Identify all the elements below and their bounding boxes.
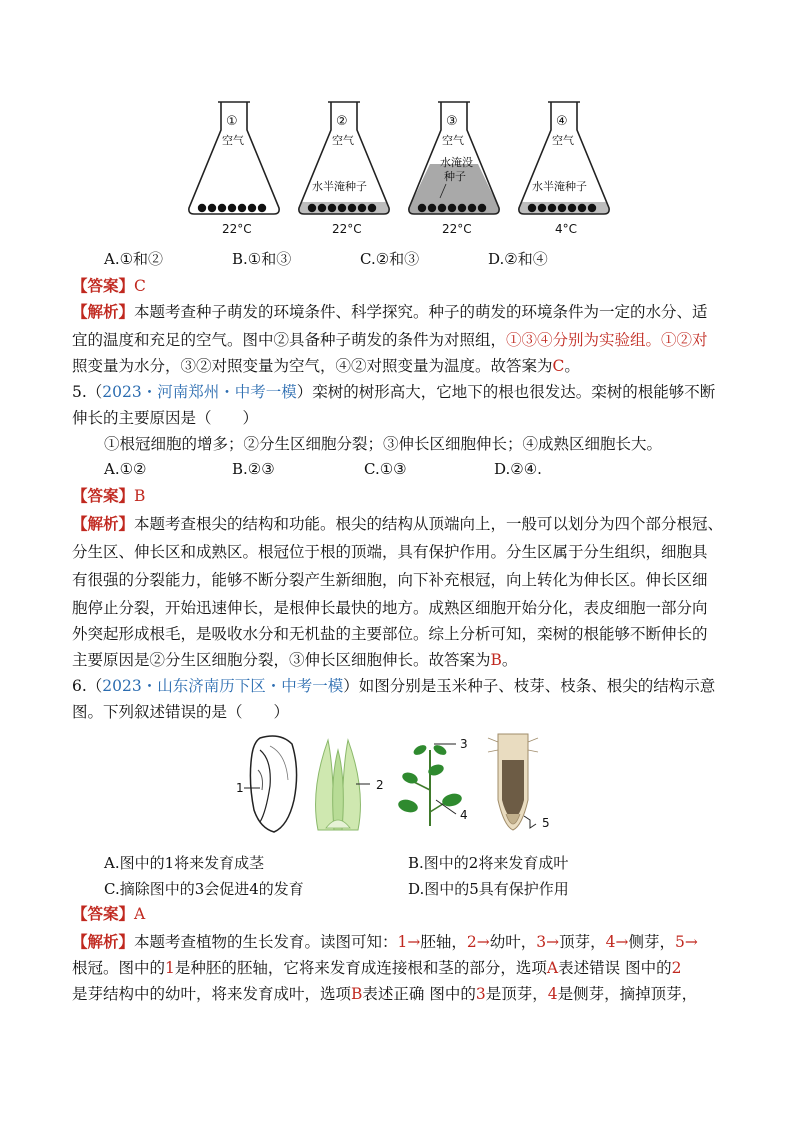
plant-structure-figure [230,730,570,840]
answer-value: B [134,487,146,505]
q6-analysis-line-2: 根冠。图中的1是种胚的胚轴，它将来发育成连接根和茎的部分，选项A表述错误 图中的2 [72,959,682,977]
q4-option-b: B.①和③ [232,250,292,268]
q5-analysis-line-1: 【解析】本题考查根尖的结构和功能。根尖的结构从顶端向上，一般可以划分为四个部分根冠、 [72,514,724,533]
q5-analysis-line-2: 分生区、伸长区和成熟区。根冠位于根的顶端，具有保护作用。分生区属于分生组织，细胞具 [72,543,708,561]
q5-analysis-line-6: 主要原因是②分生区细胞分裂，③伸长区细胞伸长。故答案为B。 [72,651,518,669]
q5-option-b: B.②③ [232,460,275,478]
flask-figure [180,100,620,240]
flask-2-temp: 22°C [332,222,362,236]
flask-4-temp: 4°C [555,222,578,236]
q5-analysis-line-3: 有很强的分裂能力，能够不断分裂产生新细胞，向下补充根冠，向上转化为伸长区。伸长区细 [72,571,708,589]
answer-value: A [134,905,146,923]
answer-value: C [134,277,146,295]
q6-analysis-line-3: 是芽结构中的幼叶，将来发育成叶，选项B表述正确 图中的3是顶芽，4是侧芽，摘掉顶芽， [72,985,698,1003]
flask-4-air-label: 空气 [552,134,574,147]
flask-3-temp: 22°C [442,222,472,236]
q5-items: ①根冠细胞的增多；②分生区细胞分裂；③伸长区细胞伸长；④成熟区细胞长大。 [104,435,663,453]
q4-analysis-line-3: 照变量为水分，③②对照变量为空气，④②对照变量为温度。故答案为C。 [72,357,580,375]
bud-drawing [316,740,370,830]
q6-stem-line-1: 6.（2023・山东济南历下区・中考一模）如图分别是玉米种子、枝芽、枝条、根尖的结构示意 [72,677,716,695]
q6-source: 2023・山东济南历下区・中考一模 [102,677,344,695]
q5-option-c: C.①③ [364,460,407,478]
flask-1-air-label: 空气 [222,134,244,147]
flask-4-number: ④ [556,114,568,129]
answer-tag: 【答案】 [72,276,135,295]
twig-drawing [397,743,463,826]
q6-stem-line-2: 图。下列叙述错误的是（ ） [72,703,290,721]
flask-2-air-label: 空气 [332,134,354,147]
q5-analysis-line-5: 外突起形成根毛，是吸收水分和无机盐的主要部位。综上分析可知，栾树的根能够不断伸长的 [72,625,708,643]
figure-label-5: 5 [542,816,550,830]
corn-seed-drawing [244,736,297,832]
figure-label-4: 4 [460,808,468,822]
analysis-tag: 【解析】 [72,514,135,533]
q4-option-d: D.②和④ [488,250,548,268]
answer-tag: 【答案】 [72,486,135,505]
root-tip-drawing [488,734,538,830]
q6-analysis-line-1: 【解析】本题考查植物的生长发育。读图可知：1→胚轴，2→幼叶，3→顶芽，4→侧芽，5→ [72,932,698,951]
flask-3-water-label: 水淹没 [440,156,473,169]
q5-answer [72,486,726,506]
q5-option-d: D.②④. [494,460,542,478]
flask-3-number: ③ [446,114,458,129]
flask-4-water-label: 水半淹种子 [532,180,587,193]
q4-analysis-line-2: 宜的温度和充足的空气。图中②具备种子萌发的条件为对照组，①③④分别为实验组。①②对 [72,331,708,349]
figure-label-2: 2 [376,778,384,792]
q5-source: 2023・河南郑州・中考一模 [102,383,297,401]
q4-answer [72,276,726,296]
q4-option-a: A.①和② [104,250,164,268]
plant-diagram [230,730,570,840]
q6-option-d: D.图中的5具有保护作用 [408,880,569,898]
q6-option-a: A.图中的1将来发育成茎 [104,854,265,872]
analysis-tag: 【解析】 [72,932,135,951]
q5-stem-line-1: 5.（2023・河南郑州・中考一模）栾树的树形高大，它地下的根也很发达。栾树的根能够不断 [72,383,716,401]
flask-3-seed-label: 种子 [444,170,466,183]
analysis-tag: 【解析】 [72,302,135,321]
answer-tag: 【答案】 [72,904,135,923]
q6-answer [72,904,726,924]
flask-3-air-label: 空气 [442,134,464,147]
q5-analysis-line-4: 胞停止分裂，开始迅速伸长，是根伸长最快的地方。成熟区细胞开始分化，表皮细胞一部分向 [72,599,708,617]
flask-2-water-label: 水半淹种子 [312,180,367,193]
q4-option-c: C.②和③ [360,250,420,268]
q4-analysis-line-1: 【解析】本题考查种子萌发的环境条件、科学探究。种子的萌发的环境条件为一定的水分、适 [72,302,708,321]
figure-label-3: 3 [460,737,468,751]
q5-stem-line-2: 伸长的主要原因是（ ） [72,409,259,427]
q5-option-a: A.①② [104,460,147,478]
flask-diagram [180,100,620,240]
flask-1-number: ① [226,114,238,129]
flask-1-temp: 22°C [222,222,252,236]
flask-2-number: ② [336,114,348,129]
q6-option-c: C.摘除图中的3会促进4的发育 [104,880,304,898]
figure-label-1: 1 [236,781,244,795]
q6-option-b: B.图中的2将来发育成叶 [408,854,569,872]
